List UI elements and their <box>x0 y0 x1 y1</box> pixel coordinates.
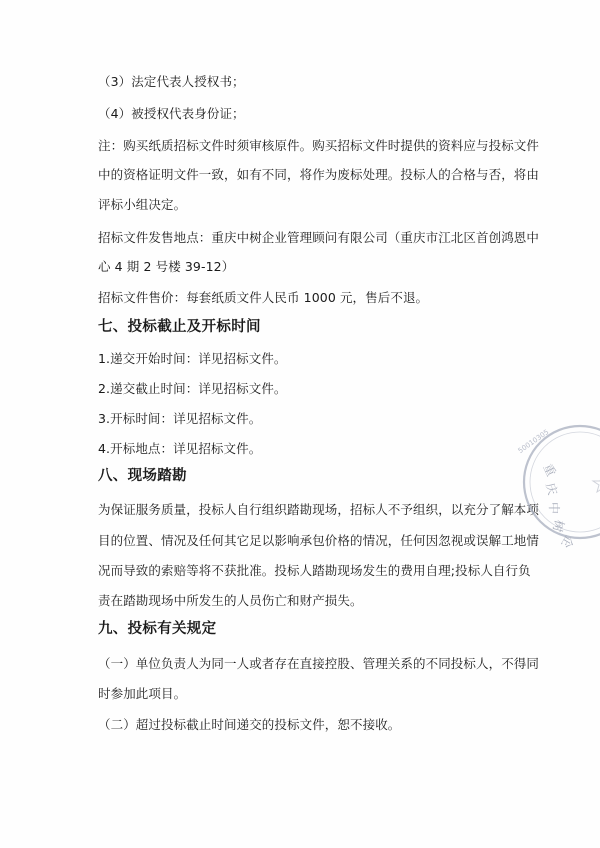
text-line: 招标文件售价：每套纸质文件人民币 1000 元，售后不退。 <box>98 290 429 305</box>
text-line: （3）法定代表人授权书； <box>98 74 245 89</box>
list-item: 1.递交开始时间：详见招标文件。 <box>98 351 287 366</box>
seal-text: 树 <box>550 518 567 534</box>
seal-serial: 50010305 <box>516 428 551 456</box>
text-line: （一）单位负责人为同一人或者存在直接控股、管理关系的不同投标人，不得同 <box>98 656 540 671</box>
text-line: （二）超过投标截止时间递交的投标文件，恕不接收。 <box>98 717 401 732</box>
seal-star <box>593 474 600 492</box>
text-line: 招标文件发售地点：重庆中树企业管理顾问有限公司（重庆市江北区首创鸿恩中 <box>98 230 540 245</box>
list-item: 3.开标时间：详见招标文件。 <box>98 411 262 426</box>
text-line: 时参加此项目。 <box>98 686 187 701</box>
seal-text: 庆 <box>543 481 560 497</box>
section-heading: 七、投标截止及开标时间 <box>98 319 261 335</box>
text-line: 心 4 期 2 号楼 39-12） <box>98 259 235 274</box>
text-line: 注：购买纸质招标文件时须审核原件。购买招标文件时提供的资料应与投标文件 <box>98 138 540 153</box>
company-seal <box>505 420 600 550</box>
seal-text: 中 <box>547 502 561 515</box>
text-line: 中的资格证明文件一致，如有不同，将作为废标处理。投标人的合格与否，将由 <box>98 167 540 182</box>
text-line: 责在踏勘现场中所发生的人员伤亡和财产损失。 <box>98 593 363 608</box>
section-heading: 八、现场踏勘 <box>98 468 187 484</box>
text-line: 评标小组决定。 <box>98 197 187 212</box>
list-item: 4.开标地点：详见招标文件。 <box>98 441 262 456</box>
seal-text: 重 <box>540 461 559 479</box>
seal-inner-ring <box>530 432 600 532</box>
seal-text: 企 <box>558 533 577 550</box>
text-line: 为保证服务质量，投标人自行组织踏勘现场，招标人不予组织，以充分了解本项 <box>98 502 540 517</box>
text-line: 目的位置、情况及任何其它足以影响承包价格的情况，任何因忽视或误解工地情 <box>98 533 540 548</box>
list-item: 2.递交截止时间：详见招标文件。 <box>98 381 287 396</box>
section-heading: 九、投标有关规定 <box>98 621 217 637</box>
text-line: 况而导致的索赔等将不获批准。投标人踏勘现场发生的费用自理;投标人自行负 <box>98 563 531 578</box>
text-line: （4）被授权代表身份证； <box>98 106 245 121</box>
